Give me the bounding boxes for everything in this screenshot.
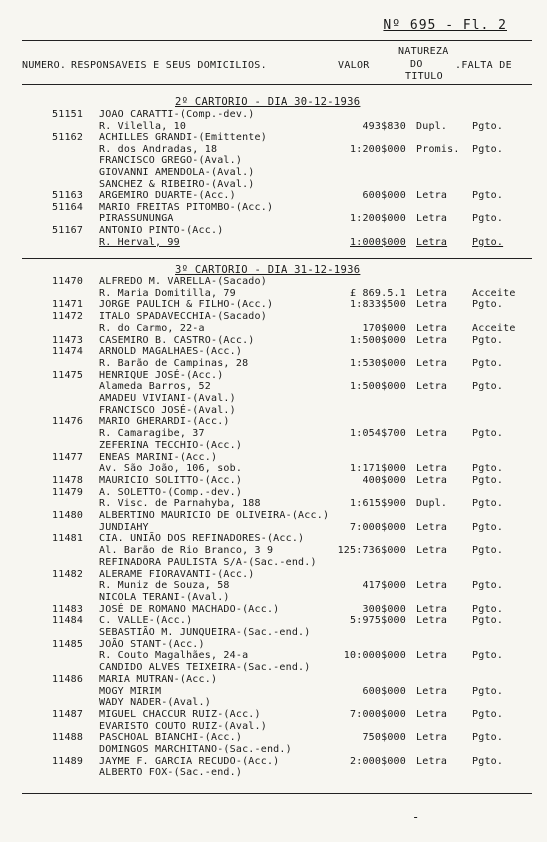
entry-natureza: Dupl. xyxy=(416,120,448,132)
entry-responsavel: Alameda Barros, 52 xyxy=(99,381,211,393)
entry-number: 11476 xyxy=(52,416,84,428)
entry-falta: Pgto. xyxy=(472,381,504,393)
entry-responsavel: JORGE PAULICH & FILHO-(Acc.) xyxy=(99,299,274,311)
entry-number: 11473 xyxy=(52,334,84,346)
entry-valor: 170$000 xyxy=(362,322,406,334)
entry-responsavel: EVARISTO COUTO RUIZ-(Aval.) xyxy=(99,720,267,732)
entry-number: 11477 xyxy=(52,451,84,463)
section-divider xyxy=(22,258,532,259)
entry-falta: Pgto. xyxy=(472,685,504,697)
entry-valor: 1:833$500 xyxy=(350,299,406,311)
entry-responsavel: MARIO GHERARDI-(Acc.) xyxy=(99,416,230,428)
col-header-natureza-3: TITULO xyxy=(405,71,443,82)
entry-falta: Pgto. xyxy=(472,650,504,662)
entry-valor: 1:054$700 xyxy=(350,428,406,440)
entry-natureza: Letra xyxy=(416,190,448,202)
entry-number: 11488 xyxy=(52,732,84,744)
entry-valor: 1:500$000 xyxy=(350,381,406,393)
entry-valor: 5:975$000 xyxy=(350,615,406,627)
entry-natureza: Letra xyxy=(416,521,448,533)
entry-responsavel: SEBASTIÃO M. JUNQUEIRA-(Sac.-end.) xyxy=(99,627,311,638)
entry-responsavel: NICOLA TERANI-(Aval.) xyxy=(99,591,230,603)
entry-responsavel: REFINADORA PAULISTA S/A-(Sac.-end.) xyxy=(99,556,317,568)
entry-natureza: Letra xyxy=(416,299,448,311)
entry-responsavel: ACHILLES GRANDI-(Emittente) xyxy=(99,132,267,144)
entry-natureza: Letra xyxy=(416,213,448,225)
entry-number: 11481 xyxy=(52,533,84,545)
entry-number: 11479 xyxy=(52,486,84,498)
entry-number: 11475 xyxy=(52,369,84,381)
entry-falta: Pgto. xyxy=(472,334,504,346)
entry-responsavel: R. Couto Magalhães, 24-a xyxy=(99,650,249,662)
entry-falta: Pgto. xyxy=(472,299,504,311)
entry-responsavel: MAURICIO SOLITTO-(Acc.) xyxy=(99,474,243,486)
entry-number: 11478 xyxy=(52,474,84,486)
entry-natureza: Letra xyxy=(416,545,448,557)
entry-responsavel: Al. Barão de Rio Branco, 3 9 xyxy=(99,545,274,557)
entry-valor: 600$000 xyxy=(362,685,406,697)
entry-responsavel: ENEAS MARINI-(Acc.) xyxy=(99,451,218,463)
entry-falta: Pgto. xyxy=(472,580,504,592)
entry-responsavel: ANTONIO PINTO-(Acc.) xyxy=(99,225,224,236)
entry-valor: 2:000$000 xyxy=(350,755,406,767)
entry-falta: Pgto. xyxy=(472,545,504,557)
entry-falta: Pgto. xyxy=(472,732,504,744)
entry-responsavel: R. Maria Domitilla, 79 xyxy=(99,287,236,299)
entry-responsavel: JOAO CARATTI-(Comp.-dev.) xyxy=(99,109,255,120)
entry-natureza: Letra xyxy=(416,463,448,475)
entry-falta: Acceite xyxy=(472,322,516,334)
entry-natureza: Letra xyxy=(416,381,448,393)
entry-natureza: Letra xyxy=(416,685,448,697)
entry-responsavel: HENRIQUE JOSÉ-(Acc.) xyxy=(99,369,224,381)
entry-number: 51162 xyxy=(52,132,84,144)
entry-responsavel: MIGUEL CHACCUR RUIZ-(Acc.) xyxy=(99,708,261,720)
entry-responsavel: FRANCISCO JOSÉ-(Aval.) xyxy=(99,404,236,416)
ink-mark: - xyxy=(412,810,420,824)
entry-natureza: Letra xyxy=(416,287,448,299)
entry-responsavel: CANDIDO ALVES TEIXEIRA-(Sac.-end.) xyxy=(99,662,311,674)
header-bottom-rule xyxy=(22,84,532,85)
entry-natureza: Dupl. xyxy=(416,498,448,510)
entry-responsavel: CASEMIRO B. CASTRO-(Acc.) xyxy=(99,334,255,346)
entry-valor: 1:200$000 xyxy=(350,143,406,155)
entry-responsavel: JOÃO STANT-(Acc.) xyxy=(99,638,205,650)
entry-responsavel: ALERAME FIORAVANTI-(Acc.) xyxy=(99,568,255,580)
entry-responsavel: A. SOLETTO-(Comp.-dev.) xyxy=(99,486,243,498)
entry-responsavel: SANCHEZ & RIBEIRO-(Aval.) xyxy=(99,178,255,190)
entry-responsavel: R. do Carmo, 22-a xyxy=(99,322,205,334)
col-header-natureza-2: DO xyxy=(410,59,423,70)
entry-responsavel: R. Barão de Campinas, 28 xyxy=(99,357,249,369)
entry-responsavel: R. Camaragibe, 37 xyxy=(99,428,205,440)
entry-responsavel: FRANCISCO GREGO-(Aval.) xyxy=(99,155,243,167)
page-number: Nº 695 - Fl. 2 xyxy=(383,18,507,33)
entry-valor: 1:000$000 xyxy=(350,236,406,248)
entry-responsavel: ARNOLD MAGALHAES-(Acc.) xyxy=(99,346,243,358)
entry-number: 11482 xyxy=(52,568,84,580)
section-title: 3º CARTORIO - DIA 31-12-1936 xyxy=(175,264,361,276)
entry-number: 11472 xyxy=(52,311,84,323)
entry-valor: 1:500$000 xyxy=(350,334,406,346)
entry-number: 11485 xyxy=(52,638,84,650)
entry-number: 11480 xyxy=(52,510,84,521)
entry-natureza: Letra xyxy=(416,236,448,248)
entry-valor: £ 869.5.1 xyxy=(350,287,406,299)
entry-responsavel: R. dos Andradas, 18 xyxy=(99,143,218,155)
entry-falta: Pgto. xyxy=(472,615,504,627)
entry-responsavel: PIRASSUNUNGA xyxy=(99,213,174,225)
entry-falta: Pgto. xyxy=(472,755,504,767)
entry-responsavel: ALBERTO FOX-(Sac.-end.) xyxy=(99,767,243,779)
entry-responsavel: MOGY MIRIM xyxy=(99,685,162,697)
entry-responsavel: WADY NADER-(Aval.) xyxy=(99,697,211,709)
entry-valor: 300$000 xyxy=(362,603,406,615)
entry-number: 11483 xyxy=(52,603,84,615)
entry-falta: Pgto. xyxy=(472,521,504,533)
entry-natureza: Letra xyxy=(416,357,448,369)
entry-falta: Pgto. xyxy=(472,474,504,486)
entry-valor: 7:000$000 xyxy=(350,708,406,720)
entry-responsavel: Av. São João, 106, sob. xyxy=(99,463,243,475)
entry-responsavel: JUNDIAHY xyxy=(99,521,149,533)
entry-number: 11470 xyxy=(52,276,84,287)
top-rule xyxy=(22,40,532,41)
entry-valor: 493$830 xyxy=(362,120,406,132)
entry-number: 11487 xyxy=(52,708,84,720)
entry-natureza: Letra xyxy=(416,603,448,615)
entry-falta: Pgto. xyxy=(472,120,504,132)
entry-falta: Pgto. xyxy=(472,428,504,440)
entry-valor: 750$000 xyxy=(362,732,406,744)
entry-responsavel: PASCHOAL BIANCHI-(Acc.) xyxy=(99,732,243,744)
entry-natureza: Letra xyxy=(416,428,448,440)
entry-number: 51167 xyxy=(52,225,84,236)
entry-natureza: Letra xyxy=(416,732,448,744)
entry-falta: Pgto. xyxy=(472,498,504,510)
entry-falta: Pgto. xyxy=(472,143,504,155)
col-header-natureza-1: NATUREZA xyxy=(398,46,449,57)
entry-responsavel: ALBERTINO MAURICIO DE OLIVEIRA-(Acc.) xyxy=(99,510,330,521)
bottom-rule xyxy=(22,793,532,794)
entry-valor: 417$000 xyxy=(362,580,406,592)
entry-responsavel: ZEFERINA TECCHIO-(Acc.) xyxy=(99,439,243,451)
entry-responsavel: AMADEU VIVIANI-(Aval.) xyxy=(99,393,236,404)
entry-responsavel: R. Herval, 99 xyxy=(99,236,180,248)
entry-responsavel: JOSÉ DE ROMANO MACHADO-(Acc.) xyxy=(99,603,280,615)
entry-natureza: Letra xyxy=(416,334,448,346)
entry-natureza: Letra xyxy=(416,322,448,334)
entry-number: 11474 xyxy=(52,346,84,358)
entry-natureza: Letra xyxy=(416,474,448,486)
entry-natureza: Letra xyxy=(416,755,448,767)
entry-responsavel: CIA. UNIÃO DOS REFINADORES-(Acc.) xyxy=(99,533,305,545)
entry-natureza: Letra xyxy=(416,708,448,720)
entry-falta: Pgto. xyxy=(472,357,504,369)
entry-responsavel: C. VALLE-(Acc.) xyxy=(99,615,193,627)
entry-responsavel: ARGEMIRO DUARTE-(Acc.) xyxy=(99,190,236,202)
entry-valor: 125:736$000 xyxy=(337,545,406,557)
entry-number: 11471 xyxy=(52,299,84,311)
col-header-valor: VALOR xyxy=(338,60,370,71)
col-header-numero: NUMERO. xyxy=(22,60,67,71)
entry-valor: 1:200$000 xyxy=(350,213,406,225)
entry-responsavel: DOMINGOS MARCHITANO-(Sac.-end.) xyxy=(99,744,292,755)
entry-responsavel: R. Muniz de Souza, 58 xyxy=(99,580,230,592)
entry-number: 11486 xyxy=(52,673,84,685)
entry-falta: Pgto. xyxy=(472,463,504,475)
entry-falta: Pgto. xyxy=(472,190,504,202)
entry-number: 11484 xyxy=(52,615,84,627)
entry-valor: 1:615$900 xyxy=(350,498,406,510)
entry-natureza: Letra xyxy=(416,615,448,627)
entry-natureza: Letra xyxy=(416,650,448,662)
entry-falta: Pgto. xyxy=(472,236,504,248)
entry-responsavel: JAYME F. GARCIA RECUDO-(Acc.) xyxy=(99,755,280,767)
entry-falta: Pgto. xyxy=(472,603,504,615)
entry-valor: 400$000 xyxy=(362,474,406,486)
entry-falta: Acceite xyxy=(472,287,516,299)
entry-valor: 10:000$000 xyxy=(343,650,406,662)
entry-valor: 600$000 xyxy=(362,190,406,202)
entry-natureza: Promis. xyxy=(416,143,460,155)
entry-responsavel: MARIO FREITAS PITOMBO-(Acc.) xyxy=(99,201,274,213)
col-header-responsaveis: RESPONSAVEIS E SEUS DOMICILIOS. xyxy=(71,60,267,71)
entry-responsavel: ALFREDO M. VARELLA-(Sacado) xyxy=(99,276,267,287)
entry-falta: Pgto. xyxy=(472,213,504,225)
entry-number: 11489 xyxy=(52,755,84,767)
entry-falta: Pgto. xyxy=(472,708,504,720)
section-title: 2º CARTORIO - DIA 30-12-1936 xyxy=(175,96,361,108)
entry-responsavel: GIOVANNI AMENDOLA-(Aval.) xyxy=(99,167,255,178)
entry-number: 51164 xyxy=(52,201,84,213)
entry-number: 51163 xyxy=(52,190,84,202)
entry-valor: 1:530$000 xyxy=(350,357,406,369)
entry-responsavel: ITALO SPADAVECCHIA-(Sacado) xyxy=(99,311,267,323)
entry-valor: 1:171$000 xyxy=(350,463,406,475)
entry-responsavel: R. Visc. de Parnahyba, 188 xyxy=(99,498,261,510)
entry-responsavel: MARIA MUTRAN-(Acc.) xyxy=(99,673,218,685)
entry-natureza: Letra xyxy=(416,580,448,592)
entry-valor: 7:000$000 xyxy=(350,521,406,533)
entry-number: 51151 xyxy=(52,109,84,120)
entry-responsavel: R. Vilella, 10 xyxy=(99,120,187,132)
col-header-falta: .FALTA DE xyxy=(455,60,512,71)
